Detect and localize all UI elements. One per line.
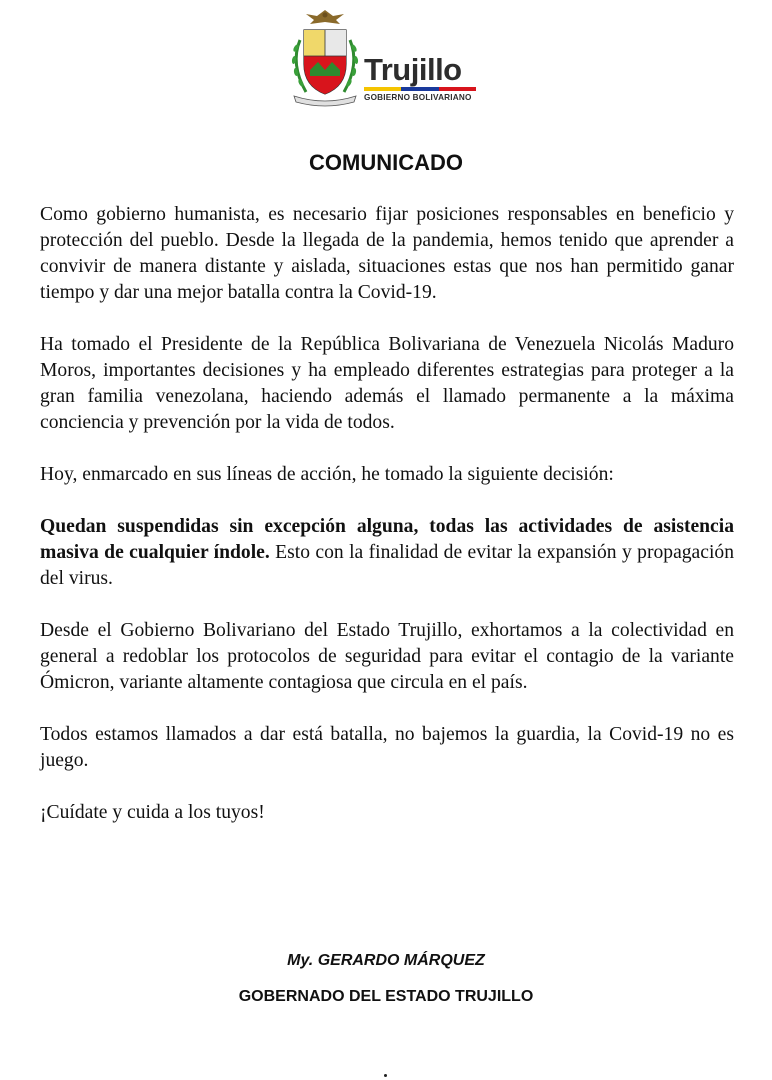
flag-stripe (364, 87, 476, 91)
decision-bold-text: Quedan suspendidas sin excepción alguna, todas las actividades de asistencia masiva de cualquier índole. (40, 516, 734, 563)
paragraph-6: Todos estamos llamados a dar está batalla, no bajemos la guardia, la Covid-19 no es juego. (40, 724, 734, 771)
document-title: COMUNICADO (309, 150, 463, 175)
flag-yellow-stripe (364, 87, 401, 91)
signature-title: GOBERNADO DEL ESTADO TRUJILLO (238, 988, 534, 1005)
decision-rest-text: Esto con la finalidad de evitar la expansión y propagación del virus. (40, 542, 734, 589)
flag-red-stripe (439, 87, 476, 91)
paragraph-3: Hoy, enmarcado en sus líneas de acción, he tomado la siguiente decisión: (40, 464, 614, 485)
document-body (40, 202, 734, 852)
paragraph-2: Ha tomado el Presidente de la República Bolivariana de Venezuela Nicolás Maduro Moros, importantes decisiones y ha empleado diferentes estrategias para proteger a la gran familia venezolana, haciendo además el llamado permanente a la máxima conciencia y prevención por la vida de todos. (40, 334, 734, 433)
brand-subtitle: GOBIERNO BOLIVARIANO (364, 93, 472, 102)
paragraph-1: Como gobierno humanista, es necesario fijar posiciones responsables en beneficio y protección del pueblo. Desde la llegada de la pandemia, hemos tenido que aprender a convivir de manera distante y aislada, situaciones estas que nos han permitido ganar tiempo y dar una mejor batalla contra la Covid-19. (40, 204, 734, 303)
brand-block (364, 54, 494, 102)
letterhead (280, 6, 500, 110)
paragraph-7: ¡Cuídate y cuida a los tuyos! (40, 802, 265, 823)
paragraph-5: Desde el Gobierno Bolivariano del Estado Trujillo, exhortamos a la colectividad en general a redoblar los protocolos de seguridad para evitar el contagio de la variante Ómicron, variante altamente contagiosa que circula en el país. (40, 620, 734, 693)
paragraph-decision (40, 514, 734, 592)
coat-of-arms-icon (280, 6, 370, 110)
signature-name: My. GERARDO MÁRQUEZ (287, 952, 485, 969)
page-dot (384, 1074, 387, 1077)
brand-name: Trujillo (364, 52, 462, 87)
flag-blue-stripe (401, 87, 438, 91)
